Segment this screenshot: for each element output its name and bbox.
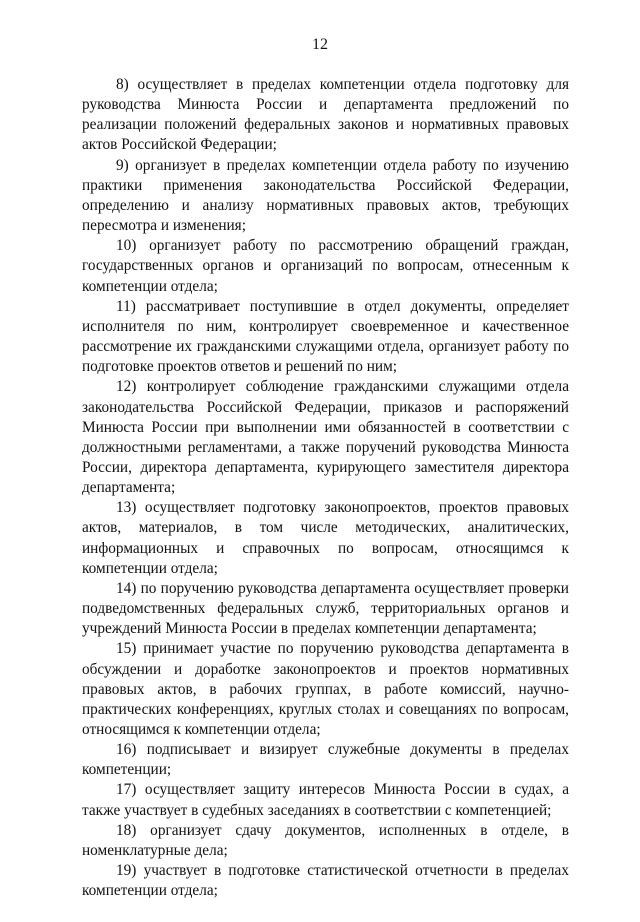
paragraph-item-19: 19) участвует в подготовке статистической отчетности в пределах компетенции отдела; (82, 862, 569, 900)
paragraph-item-16: 16) подписывает и визирует служебные документы в пределах компетенции; (82, 741, 569, 779)
paragraph-item-18: 18) организует сдачу документов, исполненных в отделе, в номенклатурные дела; (82, 821, 569, 859)
paragraph-item-8: 8) осуществляет в пределах компетенции отдела подготовку для руководства Минюста России и департамента предложений по реализации положений федеральных законов и нормативных правовых актов Российской Федерации; (82, 76, 569, 154)
paragraph-item-11: 11) рассматривает поступившие в отдел документы, определяет исполнителя по ним, контролирует своевременное и качественное рассмотрение их гражданскими служащими отдела, организует работу по подготовке проектов ответов и решений по ним; (82, 297, 569, 376)
page-number: 12 (312, 36, 328, 53)
paragraph-item-12: 12) контролирует соблюдение гражданскими служащими отдела законодательства Российской Федерации, приказов и распоряжений Минюста России при выполнении ими обязанностей в соответствии с должностными регламентами, а также поручений руководства Минюста России, директора департамента, курирующего заместителя директора департамента; (82, 378, 569, 497)
paragraph-item-17: 17) осуществляет защиту интересов Минюста России в судах, а также участвует в судебных заседаниях в соответствии с компетенцией; (82, 781, 569, 819)
paragraph-item-10: 10) организует работу по рассмотрению обращений граждан, государственных органов и организаций по вопросам, отнесенным к компетенции отдела; (82, 237, 569, 295)
paragraph-item-13: 13) осуществляет подготовку законопроектов, проектов правовых актов, материалов, в том числе методических, аналитических, информационных и справочных по вопросам, относящимся к компетенции отдела; (82, 499, 569, 577)
paragraph-item-9: 9) организует в пределах компетенции отдела работу по изучению практики применения законодательства Российской Федерации, определению и анализу нормативных правовых актов, требующих пересмотра и изменения; (82, 156, 569, 235)
paragraph-item-14: 14) по поручению руководства департамента осуществляет проверки подведомственных федеральных служб, территориальных органов и учреждений Минюста России в пределах компетенции департамента; (82, 579, 569, 638)
document-body (82, 75, 569, 901)
paragraph-item-15: 15) принимает участие по поручению руководства департамента в обсуждении и доработке законопроектов и проектов нормативных правовых актов, в рабочих группах, в работе комиссий, научно-практических конференциях, круглых столах и совещаниях по вопросам, относящимся к компетенции отдела; (82, 640, 569, 738)
